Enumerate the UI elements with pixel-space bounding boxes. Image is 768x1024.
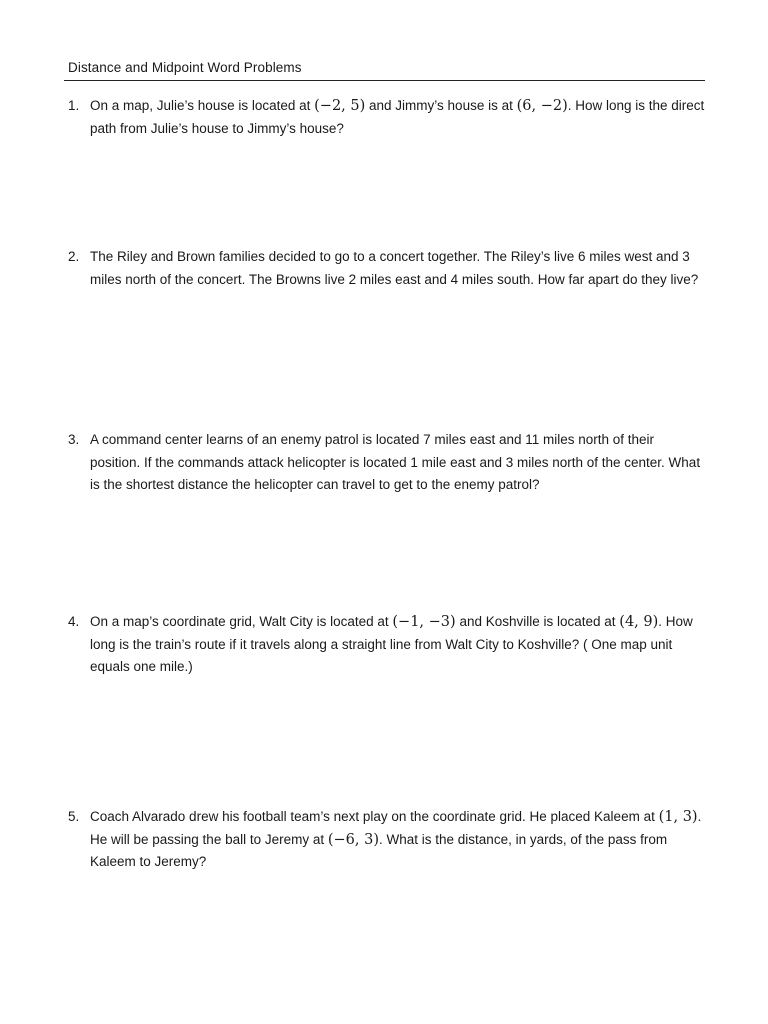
problem-number: 2.: [68, 249, 80, 264]
coordinate-expression: (−1, −3): [392, 614, 456, 630]
problem-text-segment: and Jimmy’s house is at: [365, 98, 517, 113]
problem-text: [90, 246, 708, 291]
coordinate-expression: (1, 3): [658, 809, 698, 825]
problem-text-segment: . How long is the direct path from Julie’s house to Jimmy’s house?: [90, 98, 705, 136]
problem-text-segment: . He will be passing the ball to Jeremy at: [90, 809, 702, 847]
problem-4: [68, 611, 708, 679]
problem-1: [68, 95, 708, 140]
problem-text: [90, 611, 708, 679]
problem-text-segment: and Koshville is located at: [455, 614, 620, 629]
problem-text-segment: The Riley and Brown families decided to go to a concert together. The Riley’s live 6 miles west and 3 miles north of the concert. The Browns live 2 miles east and 4 miles south. How far apart do they live?: [90, 249, 699, 287]
coordinate-expression: (4, 9): [619, 614, 659, 630]
coordinate-expression: (6, −2): [516, 98, 568, 114]
problem-text: [90, 429, 708, 497]
problem-number: 4.: [68, 614, 80, 629]
problem-text-segment: On a map’s coordinate grid, Walt City is located at: [90, 614, 393, 629]
problem-text: [90, 806, 708, 874]
problem-2: [68, 246, 708, 291]
title-divider: [64, 80, 705, 81]
problem-text-segment: . How long is the train’s route if it travels along a straight line from Walt City to Koshville? ( One map unit equals one mile.): [90, 614, 693, 674]
problem-number: 5.: [68, 809, 80, 824]
problem-text-segment: A command center learns of an enemy patrol is located 7 miles east and 11 miles north of their position. If the commands attack helicopter is located 1 mile east and 3 miles north of the center. What is the shortest distance the helicopter can travel to get to the enemy patrol?: [90, 432, 701, 492]
coordinate-expression: (−6, 3): [327, 831, 380, 848]
problem-number: 1.: [68, 98, 80, 113]
problem-number: 3.: [68, 432, 80, 447]
problem-text-segment: On a map, Julie’s house is located at: [90, 98, 315, 113]
problem-text-segment: Coach Alvarado drew his football team’s next play on the coordinate grid. He placed Kaleem at: [90, 809, 659, 824]
problem-text: [90, 95, 708, 140]
problem-3: [68, 429, 708, 497]
problem-text-segment: . What is the distance, in yards, of the pass from Kaleem to Jeremy?: [90, 831, 668, 869]
document-title: Distance and Midpoint Word Problems: [68, 60, 302, 75]
problem-5: [68, 806, 708, 874]
coordinate-expression: (−2, 5): [314, 98, 366, 114]
